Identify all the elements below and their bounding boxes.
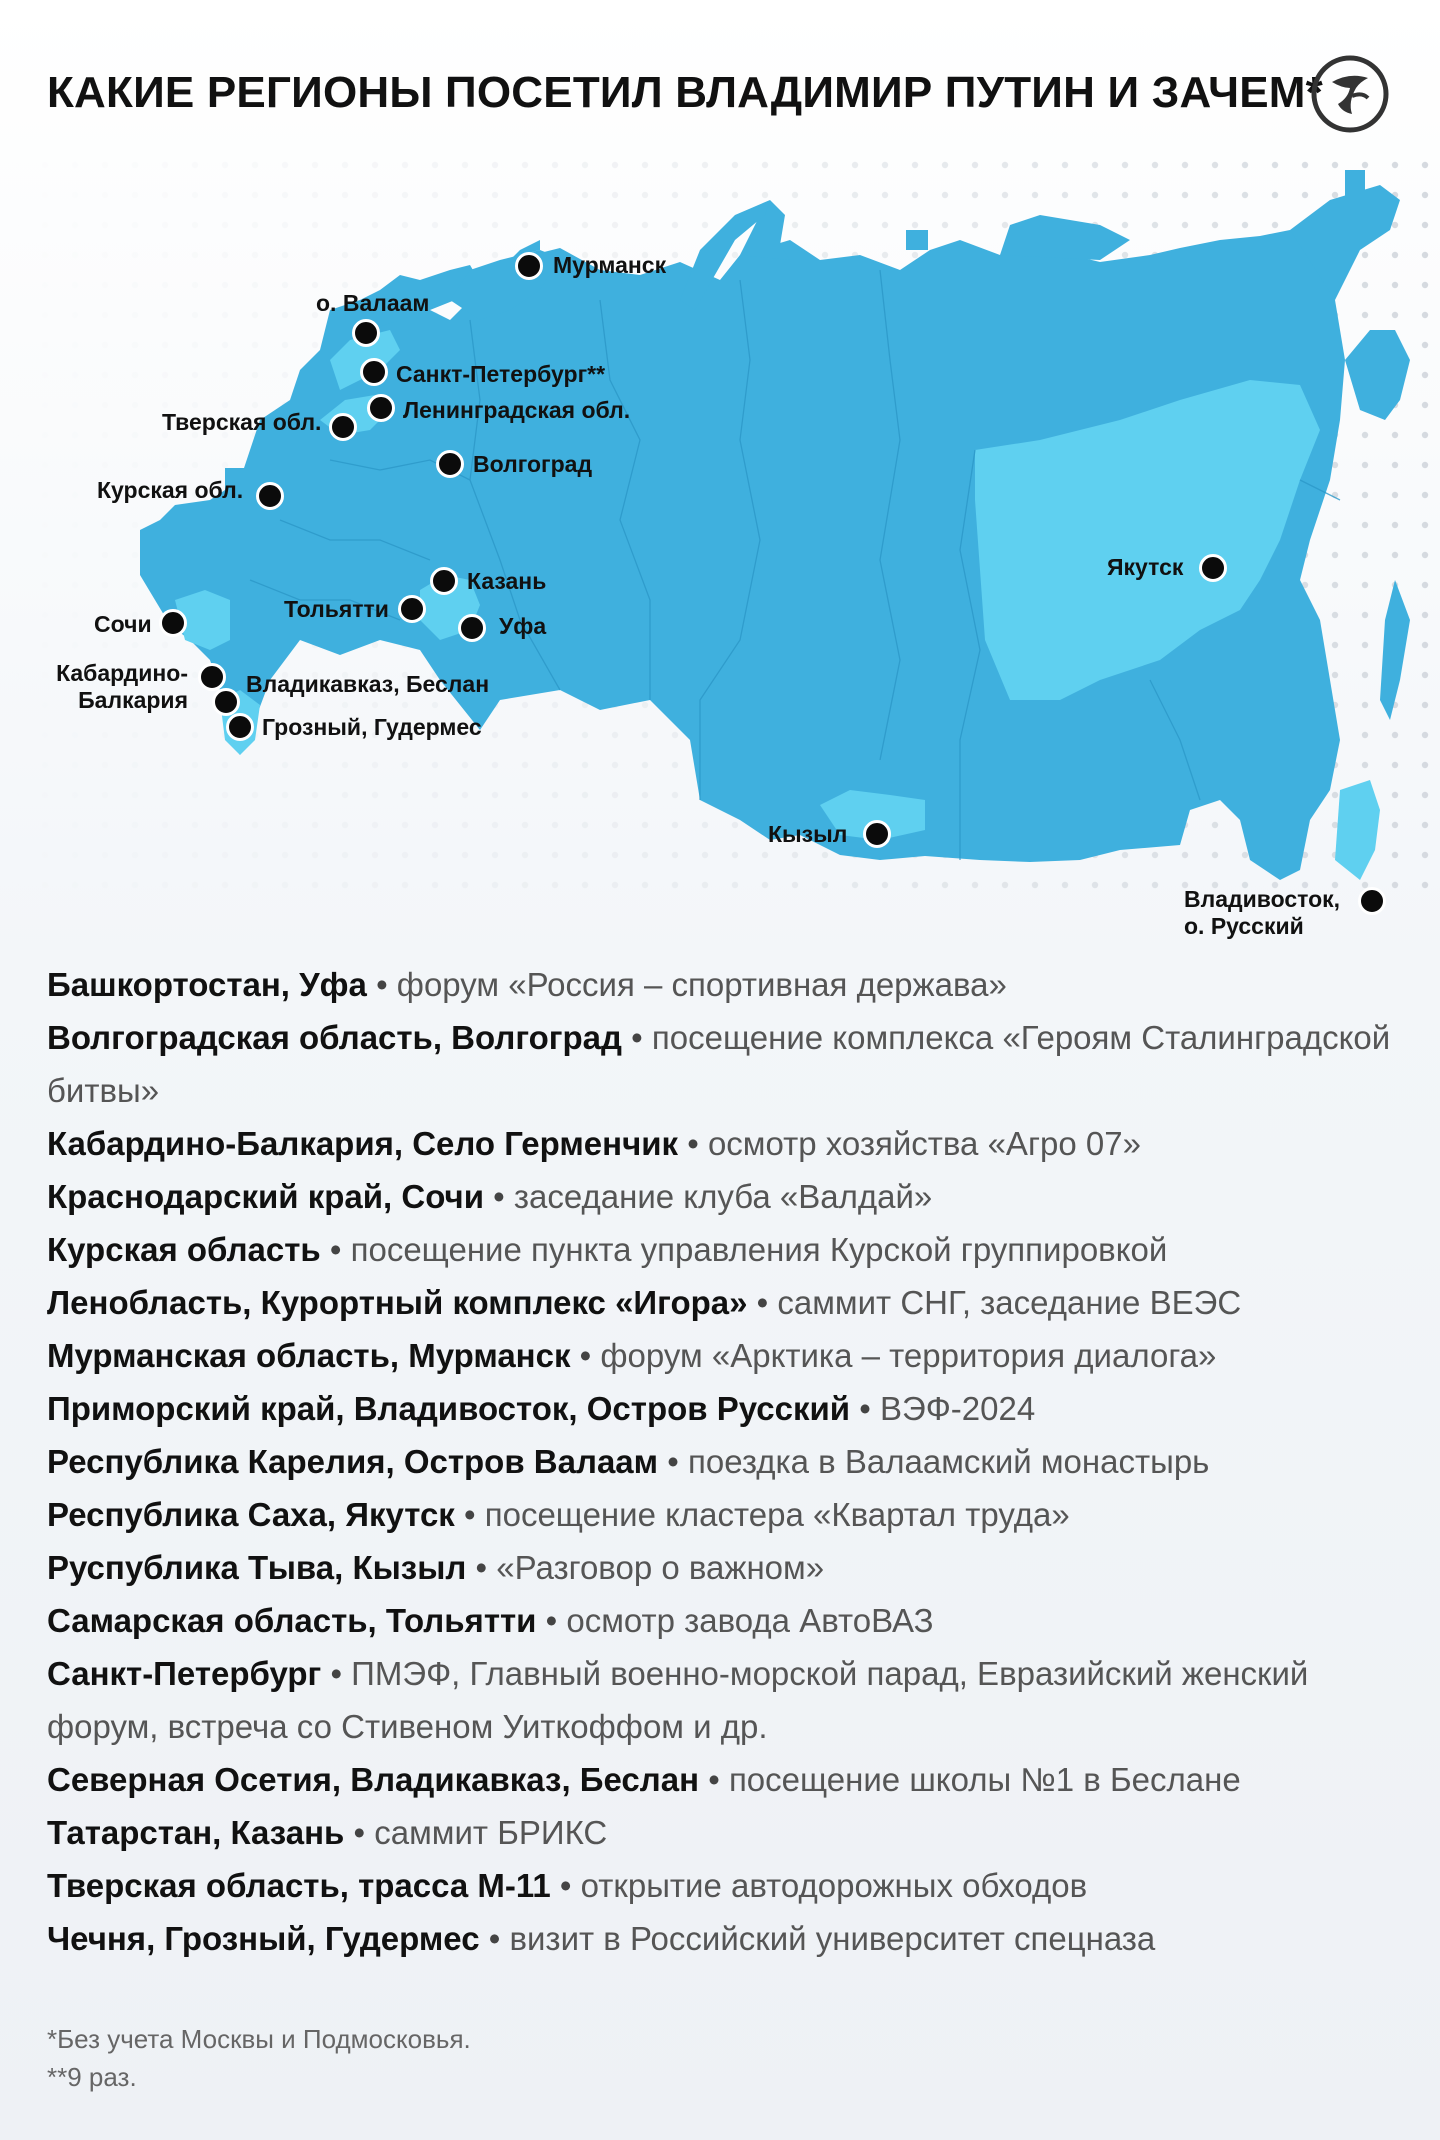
label-saint-petersburg: Санкт-Петербург** (396, 361, 606, 387)
label-kazan: Казань (467, 568, 547, 594)
label-vladivostok: Владивосток, о. Русский (1184, 886, 1341, 939)
label-volgograd: Волгоград (473, 451, 593, 477)
list-item: Руспублика Тыва, Кызыл • «Разговор о важном» (47, 1549, 825, 1586)
label-kursk-region: Курская обл. (97, 477, 244, 503)
list-item: Ленобласть, Курортный комплекс «Игора» • саммит СНГ, заседание ВЕЭС (47, 1284, 1242, 1321)
footnote-spb-count: **9 раз. (47, 2062, 137, 2092)
marker-murmansk[interactable] (515, 252, 543, 280)
list-item: Волгоградская область, Волгоград • посещение комплекса «Героям Сталинградской битвы» (47, 1019, 1391, 1109)
list-item: Башкортостан, Уфа • форум «Россия – спортивная держава» (47, 966, 1007, 1003)
label-murmansk: Мурманск (553, 252, 667, 278)
label-vladikavkaz-beslan: Владикавказ, Беслан (246, 671, 490, 697)
marker-kyzyl[interactable] (863, 820, 891, 848)
marker-sochi[interactable] (159, 609, 187, 637)
marker-volgograd[interactable] (436, 450, 464, 478)
list-item: Северная Осетия, Владикавказ, Беслан • посещение школы №1 в Беслане (47, 1761, 1241, 1798)
label-yakutsk: Якутск (1107, 554, 1184, 580)
marker-vladikavkaz-beslan[interactable] (212, 688, 240, 716)
primorye-region (1335, 780, 1380, 880)
label-tolyatti: Тольятти (284, 596, 389, 622)
label-grozny-gudermes: Грозный, Гудермес (262, 714, 482, 740)
list-item: Чечня, Грозный, Гудермес • визит в Российский университет спецназа (47, 1920, 1156, 1957)
marker-valaam[interactable] (352, 319, 380, 347)
marker-grozny-gudermes[interactable] (226, 713, 254, 741)
marker-vladivostok[interactable] (1358, 887, 1386, 915)
label-ufa: Уфа (499, 613, 547, 639)
wrangel-island (1345, 170, 1365, 196)
label-leningrad-region: Ленинградская обл. (403, 397, 631, 423)
label-tver-region: Тверская обл. (162, 409, 322, 435)
list-item: Санкт-Петербург • ПМЭФ, Главный военно-морской парад, Евразийский женский форум, встреча со Стивеном Уиткоффом и др. (47, 1655, 1309, 1745)
marker-leningrad-region[interactable] (367, 394, 395, 422)
page-title: КАКИЕ РЕГИОНЫ ПОСЕТИЛ ВЛАДИМИР ПУТИН И ЗАЧЕМ* (47, 68, 1323, 117)
label-kabardino-balkaria: Кабардино-Балкария (56, 660, 188, 713)
list-item: Краснодарский край, Сочи • заседание клуба «Валдай» (47, 1178, 933, 1215)
marker-tolyatti[interactable] (398, 595, 426, 623)
list-item: Курская область • посещение пункта управления Курской группировкой (47, 1231, 1168, 1268)
taimyr (1000, 215, 1130, 260)
label-kyzyl: Кызыл (768, 821, 848, 847)
marker-tver-region[interactable] (329, 413, 357, 441)
sakhalin (1380, 580, 1410, 720)
list-item: Приморский край, Владивосток, Остров Русский • ВЭФ-2024 (47, 1390, 1036, 1427)
new-siberian-islands (1150, 300, 1178, 320)
marker-kazan[interactable] (430, 567, 458, 595)
marker-kursk-region[interactable] (256, 482, 284, 510)
marker-yakutsk[interactable] (1199, 554, 1227, 582)
list-item: Мурманская область, Мурманск • форум «Арктика – территория диалога» (47, 1337, 1217, 1374)
footnote-moscow: *Без учета Москвы и Подмосковья. (47, 2024, 471, 2054)
list-item: Татарстан, Казань • саммит БРИКС (47, 1814, 608, 1851)
list-item: Самарская область, Тольятти • осмотр завода АвтоВАЗ (47, 1602, 934, 1639)
list-item: Кабардино-Балкария, Село Герменчик • осмотр хозяйства «Агро 07» (47, 1125, 1141, 1162)
marker-saint-petersburg[interactable] (360, 358, 388, 386)
franz-josef-island (906, 230, 928, 250)
label-valaam: о. Валаам (316, 290, 430, 316)
severnaya-zemlya (1115, 280, 1155, 308)
marker-kabardino-balkaria[interactable] (198, 663, 226, 691)
marker-ufa[interactable] (458, 614, 486, 642)
list-item: Республика Карелия, Остров Валаам • поездка в Валаамский монастырь (47, 1443, 1210, 1480)
list-item: Республика Саха, Якутск • посещение кластера «Квартал труда» (47, 1496, 1070, 1533)
visits-list (47, 958, 1407, 1965)
label-sochi: Сочи (94, 611, 152, 637)
list-item: Тверская область, трасса М-11 • открытие автодорожных обходов (47, 1867, 1088, 1904)
kamchatka (1345, 330, 1410, 420)
